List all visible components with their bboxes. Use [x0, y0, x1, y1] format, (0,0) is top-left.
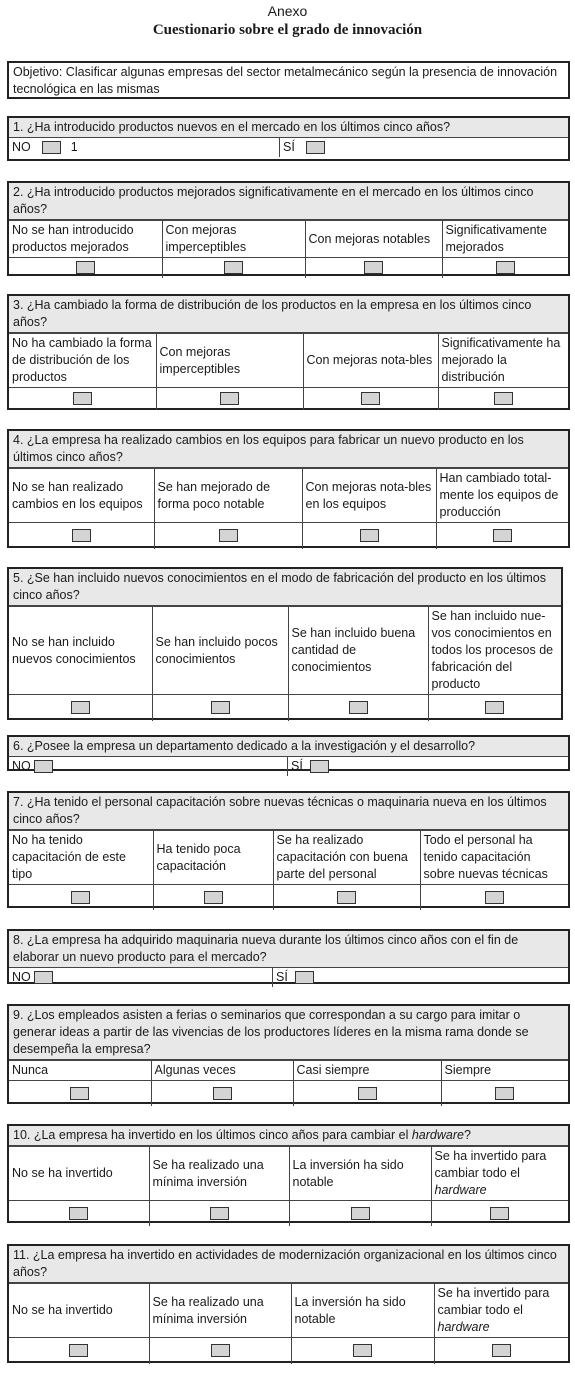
- option-1-checkbox[interactable]: [76, 261, 95, 274]
- option-3-label: La inversión ha sido notable: [289, 1147, 431, 1201]
- option-3-label: Con mejoras nota-bles en los equipos: [302, 469, 436, 523]
- option-3-label: Se han incluido buena cantidad de conocimientos: [288, 607, 428, 695]
- option-2-checkbox[interactable]: [213, 1087, 232, 1100]
- option-4-checkbox[interactable]: [495, 1087, 514, 1100]
- option-4-checkbox[interactable]: [493, 529, 512, 542]
- question-7-text: 7. ¿Ha tenido el personal capacitación sobre nuevas técnicas o maquinaria nueva en los últimos cinco años?: [9, 793, 568, 830]
- option-1-label: No se han introducido productos mejorados: [9, 221, 162, 258]
- page-title: Cuestionario sobre el grado de innovación: [152, 22, 423, 38]
- option-4-label: Siempre: [441, 1061, 568, 1081]
- option-2-checkbox[interactable]: [210, 1207, 229, 1220]
- question-8: [7, 929, 570, 984]
- option-4-label: Significativamente mejorados: [442, 221, 568, 258]
- objective-text: Objetivo: Clasificar algunas empresas del sector metalmecánico según la presencia de innovación tecnológica en las mismas: [13, 65, 558, 96]
- option-1-label: No se han incluido nuevos conocimientos: [9, 607, 152, 695]
- option-3-checkbox[interactable]: [364, 261, 383, 274]
- option-2-label: Algunas veces: [151, 1061, 293, 1081]
- option-2-checkbox[interactable]: [211, 1344, 230, 1357]
- question-3-text: 3. ¿Ha cambiado la forma de distribución de los productos en la empresa en los últimos cinco años?: [9, 296, 568, 333]
- yes-checkbox[interactable]: [310, 760, 329, 773]
- no-extra-label: 1: [70, 140, 78, 154]
- question-9-text: 9. ¿Los empleados asisten a ferias o seminarios que correspondan a su cargo para imitar o generar ideas a partir de las vivencias de los productores líderes en la misma rama donde se desempeña la empresa?: [9, 1006, 568, 1060]
- option-3-checkbox[interactable]: [337, 891, 356, 904]
- option-3-checkbox[interactable]: [360, 529, 379, 542]
- option-3-label: Casi siempre: [293, 1061, 441, 1081]
- question-6: [7, 735, 570, 771]
- option-2-checkbox[interactable]: [204, 891, 223, 904]
- option-2-label: Se ha realizado una mínima inversión: [149, 1284, 291, 1338]
- question-5-text: 5. ¿Se han incluido nuevos conocimientos en el modo de fabricación del producto en los últimos cinco años?: [9, 569, 561, 606]
- annex-label: Anexo: [267, 3, 308, 19]
- option-1-checkbox[interactable]: [69, 1344, 88, 1357]
- no-checkbox[interactable]: [34, 971, 53, 984]
- option-4-label: Todo el personal ha tenido capacitación sobre nuevas técnicas: [420, 831, 568, 885]
- yes-label: SÍ: [291, 759, 303, 773]
- question-11: [7, 1244, 570, 1363]
- option-1-label: No se ha invertido: [9, 1147, 149, 1201]
- option-4-checkbox[interactable]: [496, 261, 515, 274]
- question-9: [7, 1004, 570, 1104]
- option-4-checkbox[interactable]: [494, 392, 513, 405]
- option-4-checkbox[interactable]: [490, 1207, 509, 1220]
- option-3-label: Con mejoras nota-bles: [303, 334, 438, 388]
- yes-label: SÍ: [283, 140, 295, 154]
- option-3-checkbox[interactable]: [361, 392, 380, 405]
- option-2-label: Ha tenido poca capacitación: [153, 831, 273, 885]
- option-3-checkbox[interactable]: [351, 1207, 370, 1220]
- option-1-checkbox[interactable]: [73, 392, 92, 405]
- option-1-label: Nunca: [9, 1061, 151, 1081]
- question-2-text: 2. ¿Ha introducido productos mejorados significativamente en el mercado en los últimos cinco años?: [9, 183, 568, 220]
- option-2-label: Se han incluido pocos conocimientos: [152, 607, 288, 695]
- objective-box: [7, 61, 570, 99]
- option-3-checkbox[interactable]: [349, 701, 368, 714]
- option-4-label: Significativamente ha mejorado la distribución: [438, 334, 568, 388]
- option-4-label: Se han incluido nue-vos conocimientos en todos los procesos de fabricación del producto: [428, 607, 561, 695]
- question-11-text: 11. ¿La empresa ha invertido en actividades de modernización organizacional en los últimos cinco años?: [9, 1246, 568, 1283]
- question-10-text: 10. ¿La empresa ha invertido en los últimos cinco años para cambiar el hardware?: [9, 1126, 568, 1146]
- yes-checkbox[interactable]: [295, 971, 314, 984]
- no-checkbox[interactable]: [34, 760, 53, 773]
- option-2-label: Con mejoras imperceptibles: [162, 221, 305, 258]
- option-1-checkbox[interactable]: [71, 701, 90, 714]
- option-4-checkbox[interactable]: [485, 701, 504, 714]
- question-10: [7, 1124, 570, 1223]
- option-3-label: Se ha realizado capacitación con buena parte del personal: [273, 831, 420, 885]
- option-4-label: Han cambiado total-mente los equipos de producción: [436, 469, 568, 523]
- option-2-checkbox[interactable]: [220, 392, 239, 405]
- option-2-checkbox[interactable]: [219, 529, 238, 542]
- question-7: [7, 791, 570, 908]
- question-4: [7, 429, 570, 548]
- option-1-label: No se han realizado cambios en los equipos: [9, 469, 154, 523]
- no-label: NO: [12, 759, 31, 773]
- option-4-checkbox[interactable]: [485, 891, 504, 904]
- option-1-checkbox[interactable]: [69, 1207, 88, 1220]
- no-checkbox[interactable]: [42, 141, 61, 154]
- question-1-text: 1. ¿Ha introducido productos nuevos en el mercado en los últimos cinco años?: [9, 118, 568, 138]
- option-1-label: No ha cambiado la forma de distribución de los productos: [9, 334, 156, 388]
- option-2-label: Se han mejorado de forma poco notable: [154, 469, 302, 523]
- option-3-checkbox[interactable]: [353, 1344, 372, 1357]
- no-label: NO: [12, 140, 31, 154]
- option-1-checkbox[interactable]: [72, 529, 91, 542]
- option-1-label: No se ha invertido: [9, 1284, 149, 1338]
- yes-label: SÍ: [276, 970, 288, 984]
- question-3: [7, 294, 570, 410]
- option-1-checkbox[interactable]: [71, 891, 90, 904]
- no-label: NO: [12, 970, 31, 984]
- question-2: [7, 181, 570, 276]
- option-2-label: Con mejoras imperceptibles: [156, 334, 303, 388]
- option-4-checkbox[interactable]: [492, 1344, 511, 1357]
- question-4-text: 4. ¿La empresa ha realizado cambios en los equipos para fabricar un nuevo producto en los últimos cinco años?: [9, 431, 568, 468]
- option-4-label: Se ha invertido para cambiar todo el hardware: [431, 1147, 568, 1201]
- yes-checkbox[interactable]: [306, 141, 325, 154]
- question-6-text: 6. ¿Posee la empresa un departamento dedicado a la investigación y el desarrollo?: [9, 737, 568, 757]
- option-3-label: Con mejoras notables: [305, 221, 442, 258]
- option-1-checkbox[interactable]: [70, 1087, 89, 1100]
- option-2-checkbox[interactable]: [224, 261, 243, 274]
- option-4-label: Se ha invertido para cambiar todo el hardware: [434, 1284, 568, 1338]
- question-8-text: 8. ¿La empresa ha adquirido maquinaria nueva durante los últimos cinco años con el fin de elaborar un nuevo producto para el mercado?: [9, 931, 568, 968]
- option-2-checkbox[interactable]: [211, 701, 230, 714]
- option-3-label: La inversión ha sido notable: [291, 1284, 434, 1338]
- option-2-label: Se ha realizado una mínima inversión: [149, 1147, 289, 1201]
- question-1: [7, 116, 570, 161]
- option-1-label: No ha tenido capacitación de este tipo: [9, 831, 153, 885]
- question-5: [7, 567, 563, 720]
- option-3-checkbox[interactable]: [358, 1087, 377, 1100]
